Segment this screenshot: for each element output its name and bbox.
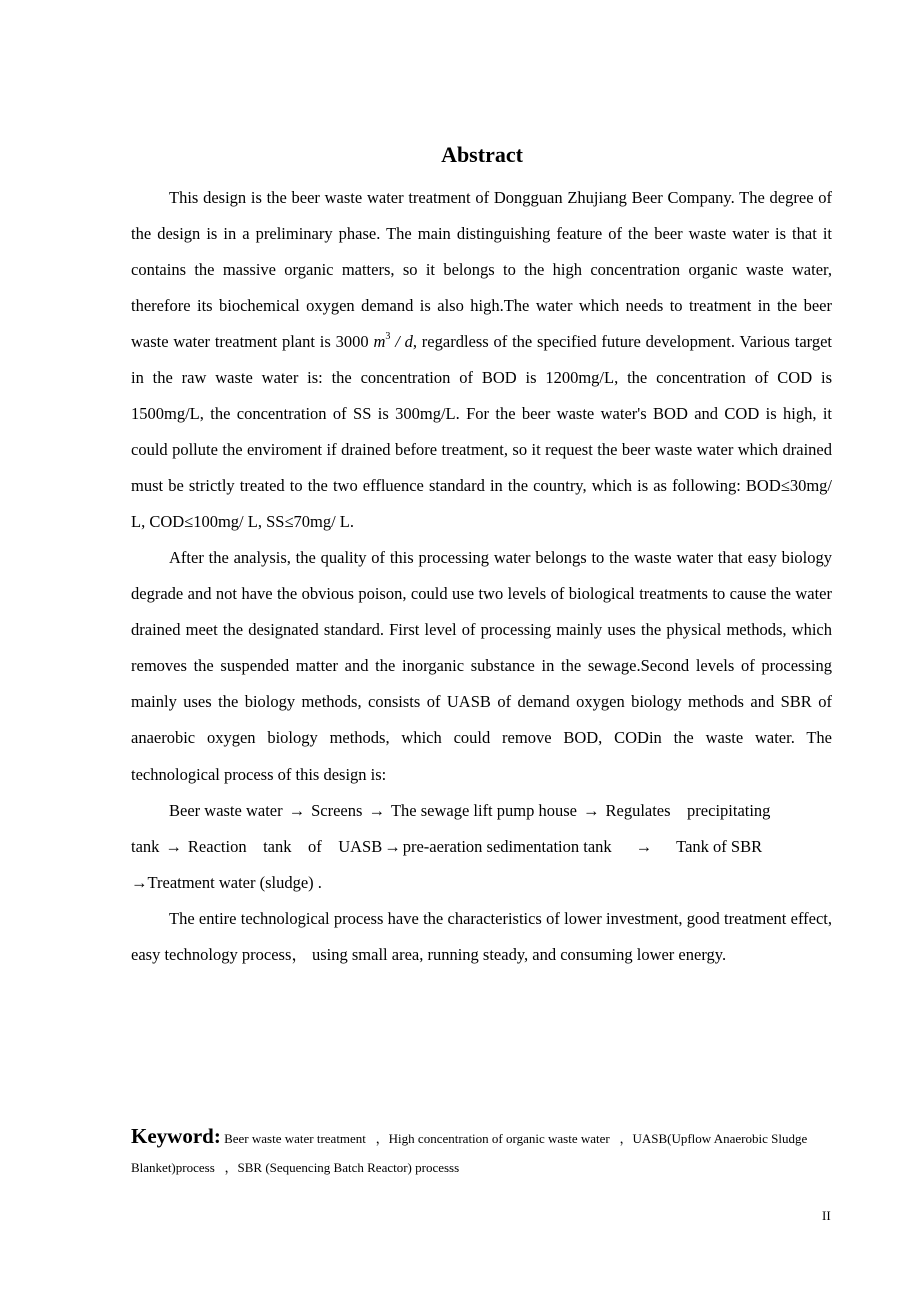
flow-step-6: pre-aeration sedimentation tank bbox=[402, 836, 612, 856]
paragraph-1-text-b: , regardless of the specified future development. Various target in the raw waste water is: the concentration of BOD is 1200mg/L, the concentration of COD is 1500mg/L, the concentration of SS is 300mg/L. For the beer waste water's BOD and COD is high, it could pollute the enviroment if drained before treatment, so it request the beer waste water which drained must be strictly treated to the two effluence standard in the country, which is as following: BOD≤30mg/ L, COD≤100mg/ L, SS≤70mg/ L. bbox=[131, 332, 833, 531]
process-flow-line-1 bbox=[131, 793, 832, 829]
keyword-label: Keyword: bbox=[131, 1124, 221, 1148]
abstract-paragraph-2: After the analysis, the quality of this processing water belongs to the waste water that easy biology degrade and not have the obvious poison, could use two levels of biological treatments to cause the water drained meet the designated standard. First level of processing mainly uses the physical methods, which removes the suspended matter and the inorganic substance in the sewage.Second levels of processing mainly uses the biology methods, consists of UASB of demand oxygen biology methods and SBR of anaerobic oxygen biology methods, which could remove BOD, CODin the waste water. The technological process of this design is: bbox=[131, 548, 832, 784]
paragraph-1-text-a: This design is the beer waste water treatment of Dongguan Zhujiang Beer Company. The degree of the design is in a preliminary phase. The main distinguishing feature of the beer waste water is that it contains the massive organic matters, so it belongs to the high concentration organic waste water, therefore its biochemical oxygen demand is also high.The water which needs to treatment in the beer waste water treatment plant is bbox=[131, 188, 832, 351]
page-title: Abstract bbox=[441, 142, 523, 167]
formula-exponent: 3 bbox=[385, 331, 391, 342]
formula-unit-m: m bbox=[373, 332, 386, 351]
abstract-paragraph-1 bbox=[131, 180, 832, 540]
flow-step-5: Reaction tank of UASB bbox=[187, 836, 383, 856]
flow-step-4b: tank bbox=[131, 836, 160, 856]
process-flow bbox=[131, 793, 832, 901]
arrow-icon: → bbox=[582, 800, 600, 820]
abstract-paragraph-4: The entire technological process have the characteristics of lower investment, good treatment effect, easy technology process， using small area, running steady, and consuming lower energy. bbox=[131, 908, 832, 965]
page-number: II bbox=[822, 1208, 831, 1223]
flow-step-3: The sewage lift pump house bbox=[390, 800, 577, 820]
arrow-icon: → bbox=[368, 800, 385, 820]
flow-step-8: Treatment water (sludge) . bbox=[147, 872, 322, 892]
keywords-text: Beer waste water treatment ，High concentration of organic waste water ，UASB(Upflow Anaerobic Sludge Blanket)process ，SBR (Sequencing Batch Reactor) processs bbox=[131, 1131, 811, 1175]
formula-value: 3000 bbox=[335, 332, 369, 351]
keywords bbox=[131, 1122, 861, 1182]
flow-step-2: Screens bbox=[311, 800, 363, 820]
abstract-body bbox=[131, 180, 832, 973]
arrow-icon: → bbox=[131, 872, 148, 892]
process-flow-line-3 bbox=[131, 865, 832, 901]
flow-rate-formula bbox=[336, 332, 413, 351]
arrow-icon: → bbox=[288, 800, 306, 820]
arrow-icon: → bbox=[384, 836, 401, 856]
flow-step-4a: Regulates precipitating bbox=[605, 800, 771, 820]
formula-unit-rest: / d bbox=[390, 332, 413, 351]
arrow-icon: → bbox=[165, 836, 182, 856]
process-flow-line-2 bbox=[131, 829, 832, 865]
arrow-icon: → bbox=[635, 836, 653, 856]
flow-step-7: Tank of SBR bbox=[676, 836, 763, 856]
flow-step-1: Beer waste water bbox=[169, 800, 283, 820]
